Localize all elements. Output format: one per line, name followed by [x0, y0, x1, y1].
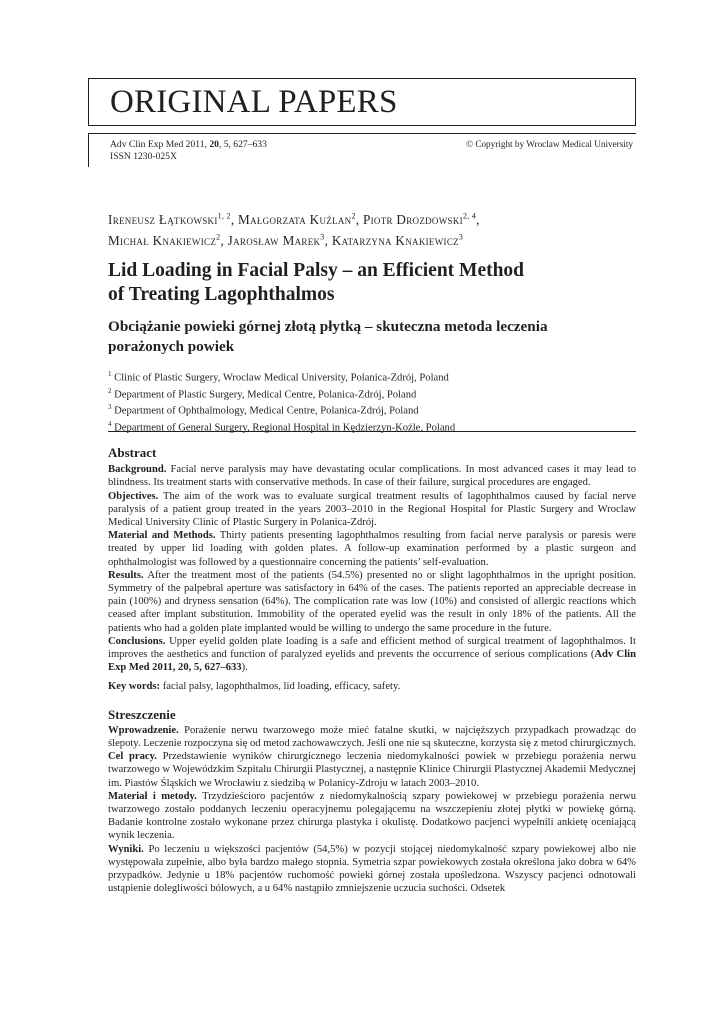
affiliation: $^4$ Department of General Surgery, Regional Hospital in Kędzierzyn-Koźle, Poland [108, 420, 456, 434]
author: Jarosław Marek$^3$, [227, 232, 332, 248]
citation-pages: , 5, 627–633 [218, 139, 267, 150]
affiliation: $^2$ Department of Plastic Surgery, Medical Centre, Polanica-Zdrój, Poland [108, 386, 417, 401]
streszczenie-wyniki: Wyniki. Po leczeniu u większości pacjentów (54,5%) w pozycji stojącej niedomykalność szpary powiekowej albo nie występowała zupełnie, albo była bardzo małego stopnia. Symetria szpar powiekowych została określona jako dobra w 64% przypadków. Jedynie u 18% pacjentów ruchomość powieki górnej została upośledzona. Wszyscy pacjenci odnotowali ustąpienie dolegliwości bólowych, a u 64% nastąpiło zmniejszenie uczucia suchości. Odsetek [108, 843, 636, 895]
title-en-line: of Treating Lagophthalmos [108, 284, 335, 305]
author: Piotr Drozdowski$^{2, 4}$, [362, 212, 480, 228]
section-title: ORIGINAL PAPERS [110, 84, 398, 120]
article-title-polish [108, 317, 638, 357]
title-en-line: Lid Loading in Facial Palsy – an Efficient Method [108, 260, 525, 281]
section-divider [108, 431, 636, 432]
streszczenie-material: Materiał i metody. Trzydzieścioro pacjentów z niedomykalnością szpary powiekowej w przebiegu porażenia nerwu twarzowego zostało poddanych leczeniu operacyjnemu polegającemu na wszczepieniu złotej płytki w powiekę górną. Badanie kontrolne zostało wykonane przez chirurga plastyka i okulistę. Dodatkowo pacjenci wypełnili ankietę oceniającą wynik leczenia. [108, 790, 636, 842]
abstract-section [108, 446, 636, 896]
streszczenie-wprowadzenie: Wprowadzenie. Porażenie nerwu twarzowego może mieć fatalne skutki, w najcięższych przypadkach prowadząc do ślepoty. Leczenie rozpoczyna się od metod zachowawczych. Jeśli one nie są skuteczne, korzysta się z metod chirurgicznych. [108, 724, 637, 750]
abstract-methods: Material and Methods. Thirty patients presenting lagophthalmos resulting from facial nerve paralysis or paresis were treated by upper lid loading with golden plates. A follow-up examination performed by a plastic surgeon and ophthalmologist was followed by a questionnaire concerning the patients’ self-evaluation. [108, 530, 636, 568]
journal-info-box [88, 133, 636, 167]
copyright-notice: © Copyright by Wroclaw Medical University [466, 139, 633, 149]
affiliation: $^3$ Department of Ophthalmology, Medical Centre, Polanica-Zdrój, Poland [108, 403, 419, 417]
citation-block [110, 139, 267, 163]
author: Michał Knakiewicz$^2$, [108, 232, 228, 248]
article-title-english [108, 259, 638, 307]
citation-journal: Adv Clin Exp Med 2011, [110, 139, 210, 150]
author: Ireneusz Łątkowski$^{1, 2}$, [108, 212, 239, 228]
abstract-heading: Abstract [108, 445, 157, 460]
section-header-box [88, 78, 636, 126]
citation-volume: 20 [209, 139, 219, 150]
affiliation: $^1$ Clinic of Plastic Surgery, Wroclaw Medical University, Polanica-Zdrój, Poland [108, 370, 449, 384]
author: Katarzyna Knakiewicz$^3$ [331, 232, 464, 248]
keywords: Key words: facial palsy, lagophthalmos, lid loading, efficacy, safety. [108, 681, 401, 693]
streszczenie-heading: Streszczenie [108, 706, 176, 722]
title-pl-line: Obciążanie powieki górnej złotą płytką – skuteczna metoda leczenia [108, 318, 548, 335]
title-pl-line: porażonych powiek [108, 338, 235, 355]
abstract-conclusions: Conclusions. Upper eyelid golden plate loading is a safe and efficient method of surgical treatment of lagophthalmos. It improves the aesthetics and function of paralyzed eyelids and prevents the occurrence of serious complications (Adv Clin Exp Med 2011, 20, 5, 627–633). [108, 635, 636, 674]
affiliations [108, 368, 638, 435]
citation-line [110, 139, 267, 151]
issn: ISSN 1230-025X [110, 151, 177, 162]
author: Małgorzata Kuźlan$^2$, [238, 212, 363, 228]
abstract-background: Background. Facial nerve paralysis may have devastating ocular complications. In most advanced cases it may lead to blindness. Its treatment starts with conservative methods. In case of their failure, surgical procedures are engaged. [108, 464, 636, 489]
abstract-objectives: Objectives. The aim of the work was to evaluate surgical treatment results of lagophthalmos caused by facial nerve paralysis of a patient group treated in the years 2003–2010 in the Regional Hospital for Plastic Surgery and Wroclaw Medical University Clinic of Plastic Surgery in Polanica-Zdrój. [108, 490, 636, 529]
streszczenie-cel: Cel pracy. Przedstawienie wyników chirurgicznego leczenia niedomykalności powiek w przebiegu porażenia nerwu twarzowego w Wojewódzkim Szpitalu Chirurgii Plastycznej, a następnie Klinice Chirurgii Plastycznej Akademii Medycznej im. Piastów Śląskich we Wrocławiu z siedzibą w Polanicy-Zdroju w latach 2003–2010. [108, 751, 636, 789]
abstract-results: Results. After the treatment most of the patients (54.5%) presented no or slight lagophthalmos in the upright position. Symmetry of the palpebral aperture was satisfactory in 64% of the cases. The patients reported an appreciable decrease in pain (100%) and dryness sensation (64%). The complication rate was low (10%) and consisted of allergic reactions which ceased after implant substitution. Immobility of the operated eyelid was the result in only 18% of the patients. All the patients who had a golden plate implanted would be willing to undergo the same procedure in the future. [108, 569, 636, 634]
author-list [108, 208, 638, 249]
